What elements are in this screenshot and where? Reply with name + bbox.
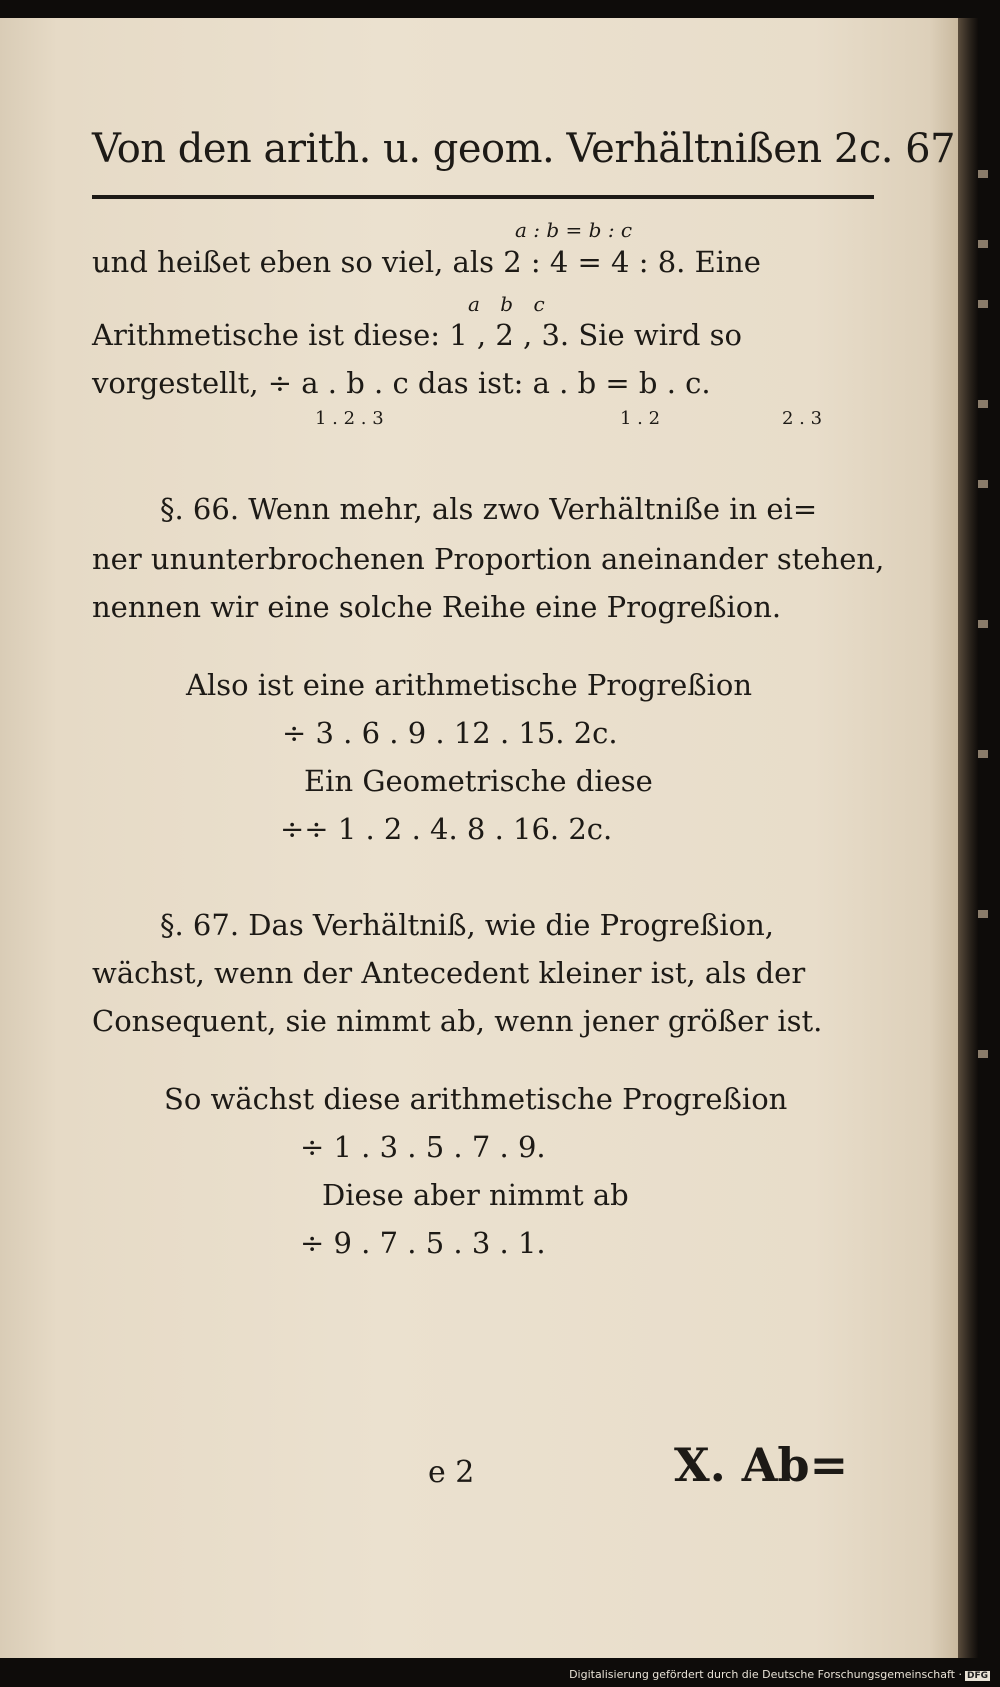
catchword: X. Ab= (674, 1438, 849, 1492)
dfg-logo: DFG (966, 1671, 988, 1681)
p66-line-1: §. 66. Wenn mehr, als zwo Verhältniße in ei= (160, 492, 818, 526)
ex1-line-4: ÷÷ 1 . 2 . 4. 8 . 16. 2c. (280, 812, 613, 846)
credit-text: Digitalisierung gefördert durch die Deutsche Forschungsgemeinschaft · (569, 1668, 962, 1681)
ex2-line-3: Diese aber nimmt ab (322, 1178, 629, 1212)
p67-line-1: §. 67. Das Verhältniß, wie die Progreßion, (160, 908, 774, 942)
index-subscripts-2: 1 . 2 (620, 408, 661, 429)
p67-line-2: wächst, wenn der Antecedent kleiner ist, als der (92, 956, 806, 990)
ratio-letters-line1: a : b = b : c (515, 218, 633, 242)
text-line-1: und heißet eben so viel, als 2 : 4 = 4 : 8. Eine (92, 245, 761, 279)
p67-line-3: Consequent, sie nimmt ab, wenn jener größer ist. (92, 1004, 823, 1038)
ex1-line-1: Also ist eine arithmetische Progreßion (186, 668, 753, 702)
header-rule (92, 195, 874, 199)
ex2-line-4: ÷ 9 . 7 . 5 . 3 . 1. (300, 1226, 546, 1260)
p66-line-3: nennen wir eine solche Reihe eine Progreßion. (92, 590, 782, 624)
ex1-line-2: ÷ 3 . 6 . 9 . 12 . 15. 2c. (282, 716, 618, 750)
text-line-3: vorgestellt, ÷ a . b . c das ist: a . b = b . c. (92, 366, 711, 400)
p66-line-2: ner ununterbrochenen Proportion aneinander stehen, (92, 542, 885, 576)
index-subscripts-1: 1 . 2 . 3 (315, 408, 384, 429)
digitization-credit (569, 1668, 990, 1681)
index-subscripts-3: 2 . 3 (782, 408, 823, 429)
text-line-2: Arithmetische ist diese: 1 , 2 , 3. Sie wird so (92, 318, 742, 352)
ex2-line-1: So wächst diese arithmetische Progreßion (164, 1082, 788, 1116)
ratio-letters-line2: a b c (468, 292, 545, 316)
ex2-line-2: ÷ 1 . 3 . 5 . 7 . 9. (300, 1130, 546, 1164)
signature-mark: e 2 (428, 1455, 475, 1490)
page-edge (958, 18, 978, 1658)
facing-page-strip (978, 150, 990, 1350)
running-header: Von den arith. u. geom. Verhältnißen 2c. 67 (92, 126, 956, 172)
ex1-line-3: Ein Geometrische diese (304, 764, 653, 798)
